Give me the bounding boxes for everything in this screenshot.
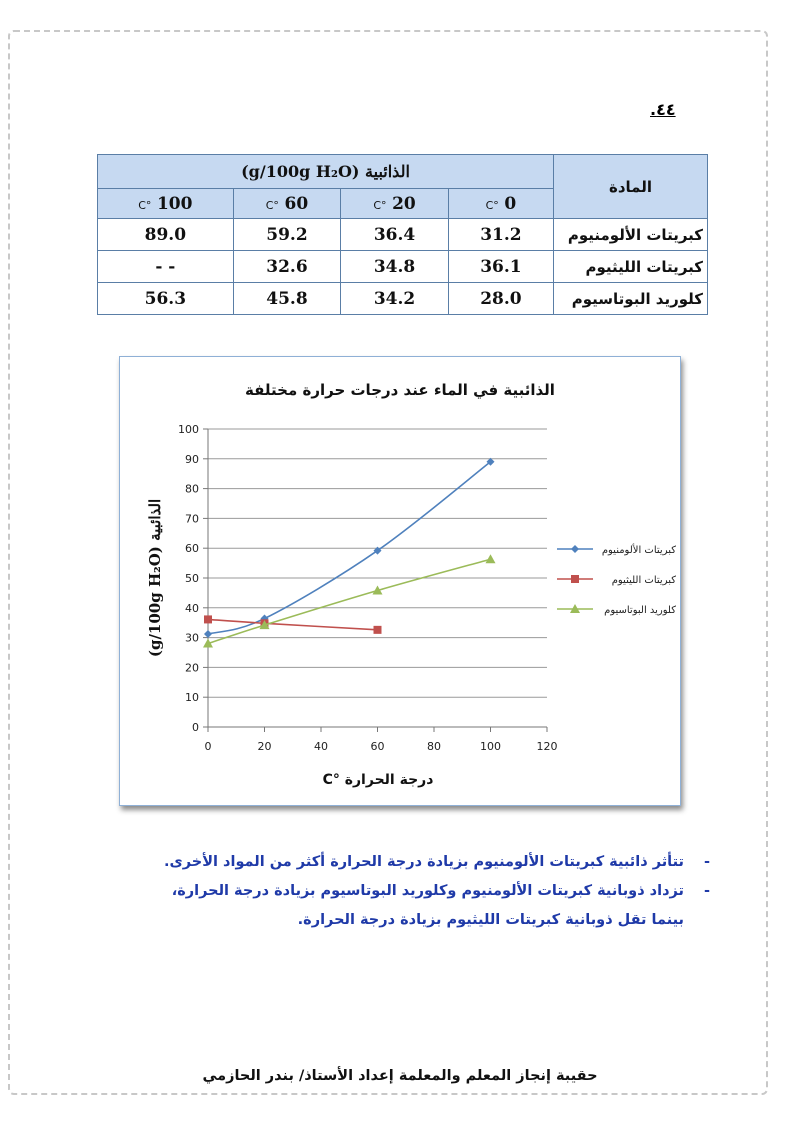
x-tick-label: 120 — [536, 740, 558, 753]
solubility-header: الذائبية (g/100g H₂O) — [98, 155, 554, 189]
material-name: كلوريد البوتاسيوم — [554, 283, 708, 315]
chart-title: الذائبية في الماء عند درجات حرارة مختلفة — [245, 381, 555, 399]
legend-label: كبريتات الألومنيوم — [601, 545, 676, 556]
y-tick-label: 20 — [185, 661, 199, 675]
y-tick-label: 0 — [192, 721, 199, 734]
page-number: ٤٤. — [650, 100, 676, 119]
solubility-chart — [120, 357, 680, 805]
x-axis-label: درجة الحرارة °C — [322, 772, 434, 788]
table-row — [98, 283, 708, 315]
x-tick-label: 0 — [204, 740, 212, 753]
temp-header: 100 °C — [98, 189, 234, 219]
y-tick-label: 10 — [185, 691, 199, 705]
temp-header: 0 °C — [448, 189, 553, 219]
legend-label: كلوريد البوتاسيوم — [604, 605, 676, 616]
material-header: المادة — [554, 155, 708, 219]
series-line — [208, 619, 378, 629]
table-row — [98, 219, 708, 251]
table-cell: 89.0 — [98, 219, 234, 251]
bullet-text: تزداد ذوبانية كبريتات الألومنيوم وكلوريد البوتاسيوم بزيادة درجة الحرارة، — [171, 883, 684, 899]
bullet-item — [110, 877, 710, 935]
y-tick-label: 70 — [185, 512, 199, 526]
bullet-dash: - — [703, 883, 710, 899]
table-cell: 28.0 — [448, 283, 553, 315]
x-tick-label: 80 — [427, 740, 441, 753]
material-name: كبريتات الليثيوم — [554, 251, 708, 283]
legend-marker — [571, 575, 579, 583]
series-line — [208, 559, 491, 643]
x-tick-label: 60 — [370, 740, 385, 753]
y-tick-label: 90 — [185, 452, 199, 466]
table-cell: 36.1 — [448, 251, 553, 283]
table-cell: 31.2 — [448, 219, 553, 251]
bullet-dash: - — [703, 854, 710, 870]
table-cell: 59.2 — [233, 219, 341, 251]
table-cell: 34.8 — [341, 251, 449, 283]
solubility-table — [97, 154, 708, 315]
bullet-item — [110, 848, 710, 877]
table-cell: - - — [98, 251, 234, 283]
material-name: كبريتات الألومنيوم — [554, 219, 708, 251]
temp-header: 60 °C — [233, 189, 341, 219]
legend-label: كبريتات الليثيوم — [611, 575, 676, 586]
y-tick-label: 40 — [185, 601, 199, 615]
chart-container — [119, 356, 681, 806]
data-point — [204, 630, 212, 638]
x-tick-label: 20 — [257, 740, 272, 753]
table-cell: 32.6 — [233, 251, 341, 283]
table-cell: 34.2 — [341, 283, 449, 315]
y-tick-label: 80 — [185, 482, 199, 496]
table-cell: 36.4 — [341, 219, 449, 251]
y-tick-label: 100 — [178, 423, 199, 436]
table-cell: 45.8 — [233, 283, 341, 315]
bullet-list — [110, 848, 710, 935]
x-tick-label: 100 — [480, 740, 501, 753]
footer: حقيبة إنجاز المعلم والمعلمة إعداد الأستاذ/ بندر الحازمي — [202, 1068, 598, 1084]
bullet-text: تتأثر ذائبية كبريتات الألومنيوم بزيادة درجة الحرارة أكثر من المواد الأخرى. — [163, 854, 684, 870]
y-axis-label: الذائبية (g/100g H₂O) — [146, 498, 164, 658]
legend-marker — [571, 545, 579, 553]
x-tick-label: 40 — [314, 740, 328, 753]
y-tick-label: 30 — [185, 631, 199, 645]
temp-header: 20 °C — [341, 189, 449, 219]
table-cell: 56.3 — [98, 283, 234, 315]
table-row — [98, 251, 708, 283]
y-tick-label: 60 — [185, 542, 199, 556]
data-point — [486, 554, 496, 563]
data-point — [374, 626, 382, 634]
bullet-text: بينما تقل ذوبانية كبريتات الليثيوم بزيادة درجة الحرارة. — [297, 912, 684, 928]
data-point — [204, 615, 212, 623]
y-tick-label: 50 — [185, 572, 199, 585]
